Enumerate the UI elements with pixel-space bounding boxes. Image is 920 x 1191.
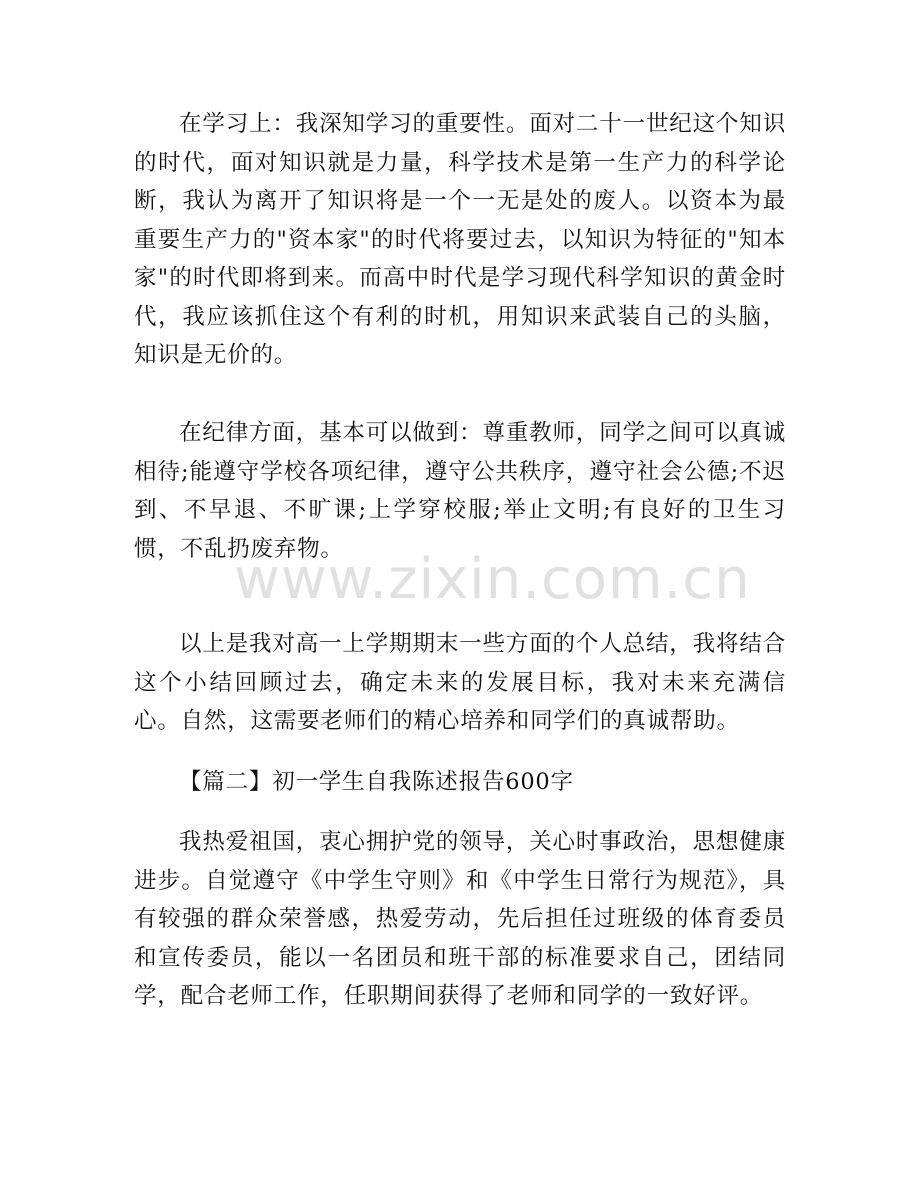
paragraph-self-statement: 我热爱祖国，衷心拥护党的领导，关心时事政治，思想健康进步。自觉遵守《中学生守则》和《中学生日常行为规范》，具有较强的群众荣誉感，热爱劳动，先后担任过班级的体育委员和宣传委员，能以一名团员和班干部的标准要求自己，团结同学，配合老师工作，任职期间获得了老师和同学的一致好评。 [134,829,786,1009]
section-heading: 【篇二】初一学生自我陈述报告600字 [179,769,574,795]
watermark: www.zixin.com.cn [234,547,751,612]
paragraph-study: 在学习上：我深知学习的重要性。面对二十一世纪这个知识的时代，面对知识就是力量，科学技术是第一生产力的科学论断，我认为离开了知识将是一个一无是处的废人。以资本为最重要生产力的"资本家"的时代将要过去，以知识为特征的"知本家"的时代即将到来。而高中时代是学习现代科学知识的黄金时代，我应该抓住这个有利的时机，用知识来武装自己的头脑，知识是无价的。 [134,111,786,368]
paragraph-summary: 以上是我对高一上学期期末一些方面的个人总结，我将结合这个小结回顾过去，确定未来的发展目标，我对未来充满信心。自然，这需要老师们的精心培养和同学们的真诚帮助。 [134,631,786,734]
paragraph-discipline: 在纪律方面，基本可以做到：尊重教师，同学之间可以真诚相待;能遵守学校各项纪律，遵守公共秩序，遵守社会公德;不迟到、不早退、不旷课;上学穿校服;举止文明;有良好的卫生习惯，不乱扔废弃物。 [134,420,786,562]
